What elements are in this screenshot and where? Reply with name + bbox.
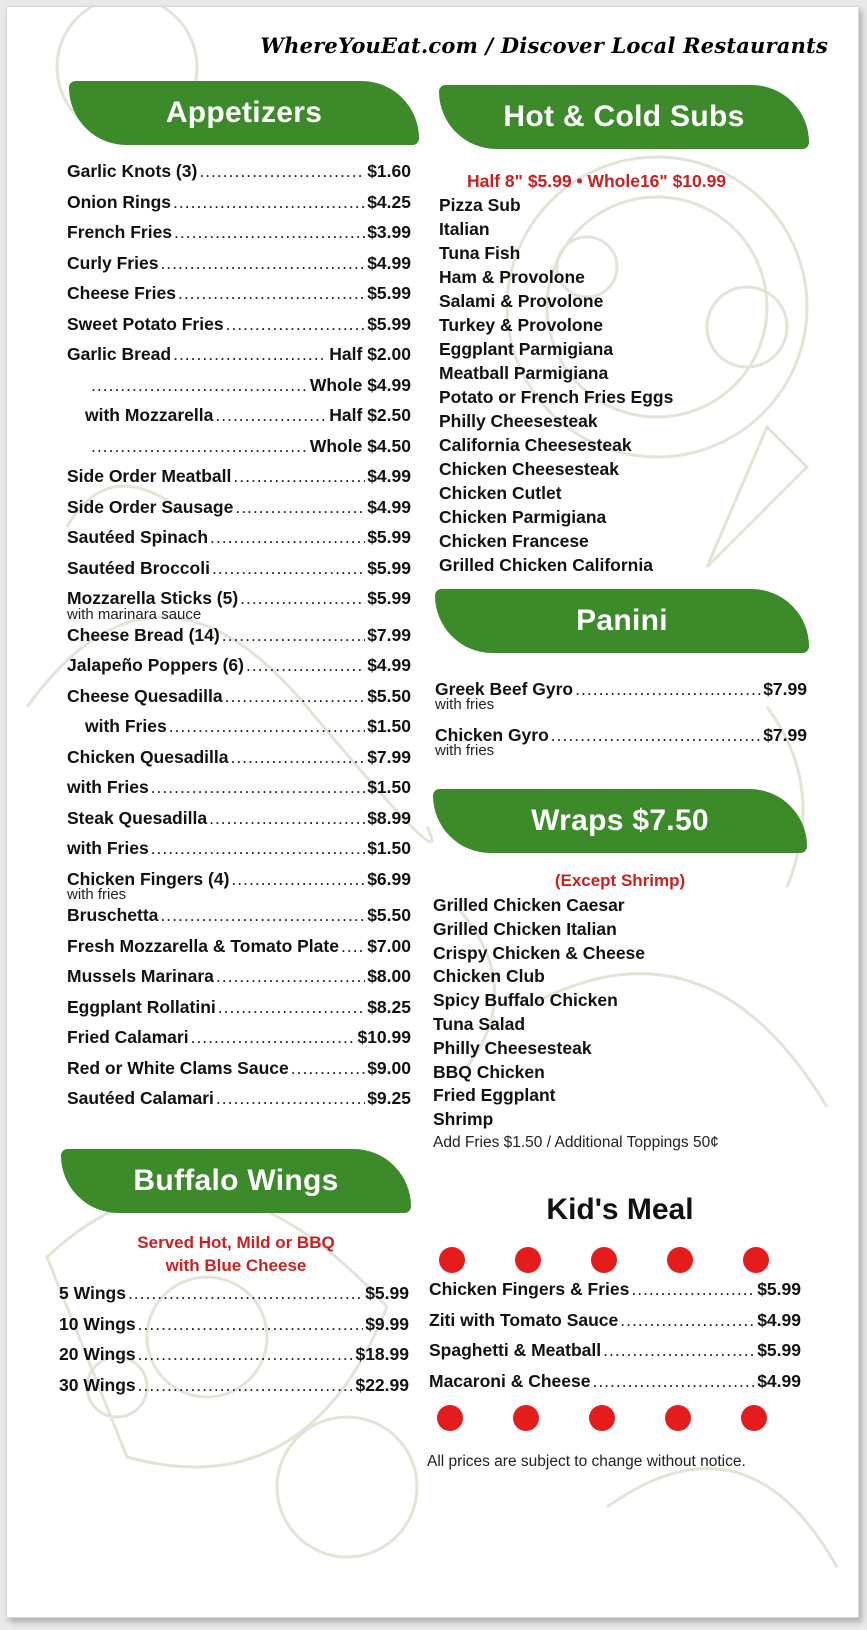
menu-item-row (67, 558, 411, 589)
menu-item-price: $1.50 (367, 777, 411, 797)
menu-item-price: $8.00 (367, 966, 411, 986)
menu-item-name: Chicken Francese (439, 531, 589, 551)
menu-item-price: Whole $4.50 (309, 435, 411, 456)
dot-leader (151, 838, 366, 859)
menu-item-price: $7.99 (367, 746, 411, 767)
panini-banner: Panini (435, 589, 809, 653)
menu-item-name: California Cheesesteak (439, 435, 632, 455)
menu-item-row (67, 686, 411, 717)
menu-item-name: Pizza Sub (439, 195, 521, 215)
buffalo-wings-list (59, 1283, 409, 1405)
menu-item-price: $9.99 (365, 1313, 409, 1334)
menu-item-row (67, 222, 411, 253)
menu-item-price: $8.25 (367, 996, 411, 1017)
menu-item-price: $7.00 (367, 935, 411, 956)
dot-leader (230, 747, 365, 768)
menu-item-row (429, 1310, 801, 1341)
dot-leader (209, 808, 365, 829)
menu-item-price: $7.99 (367, 624, 411, 645)
menu-item-row (59, 1375, 409, 1406)
dot-leader (592, 1371, 755, 1392)
menu-item-price: Half $2.50 (329, 405, 411, 425)
dot-leader (212, 558, 365, 579)
appetizers-banner: Appetizers (69, 81, 419, 145)
dot-leader (240, 588, 365, 609)
menu-item-name: with Fries (67, 777, 149, 797)
menu-item-row (67, 838, 411, 869)
menu-item-row (67, 405, 411, 436)
menu-item-name: Grilled Chicken California (439, 555, 653, 575)
dot-leader (231, 869, 365, 890)
red-dot-decoration (591, 1247, 617, 1273)
buffalo-wings-subtitle (61, 1231, 411, 1277)
menu-item-price: $1.60 (367, 161, 411, 181)
price-disclaimer: All prices are subject to change without notice. (427, 1453, 746, 1470)
dot-leader (215, 405, 327, 426)
menu-item-name: Garlic Bread (67, 344, 172, 364)
menu-item-price: $6.99 (367, 868, 411, 889)
menu-item-row (67, 344, 411, 375)
menu-item-row (67, 808, 411, 839)
dot-leader (246, 655, 365, 676)
menu-item-name: 5 Wings (59, 1283, 126, 1303)
menu-item-name: Tuna Salad (433, 1013, 526, 1034)
dot-leader (138, 1314, 364, 1335)
menu-item-name: 10 Wings (59, 1313, 136, 1334)
menu-item-row (67, 966, 411, 997)
dot-leader (631, 1279, 755, 1300)
menu-item-row (67, 497, 411, 528)
dot-leader (173, 192, 365, 213)
menu-item-name: Salami & Provolone (439, 291, 604, 311)
menu-item-row (67, 314, 411, 345)
menu-item-name: Sautéed Broccoli (67, 557, 210, 578)
menu-item-price: $4.99 (367, 466, 411, 486)
menu-item-name: with Fries (67, 838, 149, 858)
dot-leader (169, 716, 366, 737)
menu-item-price: $1.50 (367, 716, 411, 736)
dot-leader (551, 725, 761, 746)
menu-item-row (67, 527, 411, 558)
menu-page (6, 6, 859, 1618)
red-dot-decoration (589, 1405, 615, 1431)
dot-leader (210, 527, 365, 548)
menu-item-name: Philly Cheesesteak (439, 411, 598, 431)
menu-item-name: Spicy Buffalo Chicken (433, 990, 618, 1011)
menu-item-row (429, 1279, 801, 1310)
menu-item-name: Mozzarella Sticks (5) (67, 588, 239, 608)
menu-item-name: Grilled Chicken Caesar (433, 895, 625, 915)
menu-item-row (67, 1058, 411, 1089)
menu-item-row (59, 1314, 409, 1345)
menu-item-name: Chicken Cheesesteak (439, 459, 619, 479)
menu-item-name: Eggplant Parmigiana (439, 339, 614, 359)
dot-leader (216, 966, 365, 987)
menu-item-row (67, 905, 411, 936)
menu-item-price: $5.99 (757, 1279, 801, 1299)
menu-item-name: 20 Wings (59, 1344, 136, 1364)
dot-leader (341, 936, 365, 957)
menu-item-name: Ham & Provolone (439, 267, 585, 287)
menu-item-name: Chicken Club (433, 966, 545, 987)
menu-item-name: Sweet Potato Fries (67, 313, 224, 334)
dot-leader (91, 436, 308, 457)
menu-item-row (67, 253, 411, 284)
dot-leader (575, 679, 761, 700)
menu-item-price: $5.99 (365, 1283, 409, 1303)
menu-item-name: with Fries (85, 716, 167, 736)
menu-item-price: $1.50 (367, 838, 411, 858)
menu-item-name: Sautéed Calamari (67, 1088, 214, 1108)
dot-leader (151, 777, 366, 798)
menu-item-name: Steak Quesadilla (67, 807, 208, 828)
menu-item-note: with marinara sauce (67, 605, 202, 623)
menu-item-price: $18.99 (355, 1344, 409, 1364)
menu-item-price: $9.25 (367, 1088, 411, 1108)
menu-item-name: Chicken Parmigiana (439, 507, 607, 527)
menu-item-name: French Fries (67, 222, 173, 242)
menu-item-name: Meatball Parmigiana (439, 363, 609, 383)
dot-leader (291, 1058, 365, 1079)
menu-item-price: $4.99 (757, 1370, 801, 1391)
dot-leader (178, 283, 365, 304)
buffalo-wings-subtitle-line2: with Blue Cheese (165, 1256, 307, 1275)
menu-item-row (429, 1371, 801, 1402)
dot-leader (222, 625, 365, 646)
menu-item-price: $3.99 (367, 222, 411, 242)
dot-leader (226, 314, 366, 335)
menu-item-price: $5.99 (367, 283, 411, 303)
menu-item-note: with fries (435, 742, 495, 759)
dot-leader (218, 997, 365, 1018)
dot-leader (138, 1344, 354, 1365)
menu-item-name: 30 Wings (59, 1374, 136, 1395)
menu-item-name: Fresh Mozzarella & Tomato Plate (67, 935, 339, 956)
menu-item-row (67, 936, 411, 967)
menu-item-name: Chicken Fingers (4) (67, 868, 230, 889)
kids-meal-title: Kid's Meal (546, 1193, 694, 1226)
menu-item-name: Side Order Meatball (67, 466, 232, 486)
menu-item-row (67, 436, 411, 467)
dot-leader (138, 1375, 354, 1396)
menu-item-price: $5.99 (367, 527, 411, 547)
dot-leader (233, 466, 365, 487)
kids-meal-dots-top (439, 1247, 769, 1273)
subs-pricing: Half 8" $5.99 • Whole16" $10.99 (467, 171, 727, 191)
menu-item-name: Turkey & Provolone (439, 315, 604, 335)
menu-item-name: Cheese Fries (67, 283, 176, 303)
menu-item-name: Fried Eggplant (433, 1085, 556, 1106)
menu-item-price: $7.99 (763, 679, 807, 699)
dot-leader (160, 905, 365, 926)
dot-leader (173, 344, 327, 365)
menu-item-row (59, 1283, 409, 1314)
menu-item-note: with fries (435, 696, 495, 713)
menu-item-price: Half $2.00 (329, 344, 411, 364)
subs-banner: Hot & Cold Subs (439, 85, 809, 149)
red-dot-decoration (513, 1405, 539, 1431)
dot-leader (128, 1283, 363, 1304)
menu-item-name: Chicken Cutlet (439, 483, 562, 503)
menu-item-row (67, 997, 411, 1028)
appetizers-list (67, 161, 411, 1119)
menu-item-name: Garlic Knots (3) (67, 161, 198, 181)
dot-leader (225, 686, 366, 707)
menu-item-price: $4.99 (367, 655, 411, 675)
menu-item-name: Potato or French Fries Eggs (439, 387, 674, 407)
menu-item-row (67, 655, 411, 686)
menu-item-price: $22.99 (355, 1374, 409, 1395)
menu-item-name: Red or White Clams Sauce (67, 1057, 289, 1078)
menu-item-row (67, 1027, 411, 1058)
dot-leader (216, 1088, 365, 1109)
dot-leader (199, 161, 365, 182)
menu-item-name: Chicken Gyro (435, 725, 549, 745)
menu-item-name: Bruschetta (67, 905, 159, 925)
menu-item-price: $5.99 (367, 557, 411, 578)
dot-leader (91, 375, 308, 396)
menu-item-name: Mussels Marinara (67, 966, 214, 986)
menu-item-row (67, 1088, 411, 1119)
menu-item-name: Tuna Fish (439, 243, 521, 263)
menu-item-price: $5.99 (367, 313, 411, 334)
dot-leader (603, 1340, 755, 1361)
menu-item-price: Whole $4.99 (309, 374, 411, 395)
menu-item-row (67, 375, 411, 406)
menu-item-name: Sautéed Spinach (67, 527, 209, 547)
menu-item-row (67, 192, 411, 223)
menu-item-row (67, 625, 411, 656)
menu-item-row (67, 283, 411, 314)
menu-item-price: $4.99 (757, 1309, 801, 1330)
menu-item-name: Chicken Fingers & Fries (429, 1279, 630, 1299)
menu-item-row (59, 1344, 409, 1375)
red-dot-decoration (741, 1405, 767, 1431)
menu-item-name: Onion Rings (67, 191, 172, 212)
buffalo-wings-banner: Buffalo Wings (61, 1149, 411, 1213)
menu-item-name: Shrimp (433, 1109, 494, 1130)
menu-item-price: $5.99 (757, 1340, 801, 1360)
menu-item-price: $9.00 (367, 1057, 411, 1078)
red-dot-decoration (515, 1247, 541, 1273)
menu-item-price: $5.50 (367, 905, 411, 925)
menu-item-name: Side Order Sausage (67, 496, 234, 517)
menu-item-name: Eggplant Rollatini (67, 996, 216, 1017)
menu-item-name: Chicken Quesadilla (67, 746, 229, 767)
menu-item-note: with fries (67, 886, 127, 903)
menu-item-price: $4.25 (367, 191, 411, 212)
dot-leader (174, 222, 365, 243)
menu-item-price: $7.99 (763, 725, 807, 745)
menu-item-name: Macaroni & Cheese (429, 1370, 591, 1391)
kids-meal-dots-bottom (437, 1405, 767, 1431)
dot-leader (620, 1310, 755, 1331)
menu-item-name: with Mozzarella (85, 405, 214, 425)
wraps-footer: Add Fries $1.50 / Additional Toppings 50¢ (433, 1134, 719, 1151)
menu-item-row (67, 777, 411, 808)
menu-item-price: $4.99 (367, 496, 411, 517)
menu-item-row (67, 716, 411, 747)
wraps-list (433, 895, 807, 1133)
menu-item-price: $10.99 (357, 1027, 411, 1047)
menu-item-price: $5.50 (367, 685, 411, 706)
menu-item-name: BBQ Chicken (433, 1061, 545, 1082)
menu-item-name: Ziti with Tomato Sauce (429, 1309, 619, 1330)
site-header: WhereYouEat.com / Discover Local Restaurants (260, 33, 828, 58)
menu-item-row (67, 466, 411, 497)
menu-item-row (67, 747, 411, 778)
menu-item-name: Curly Fries (67, 252, 159, 273)
wraps-subtitle: (Except Shrimp) (554, 871, 686, 890)
wraps-banner: Wraps $7.50 (433, 789, 807, 853)
menu-item-name: Greek Beef Gyro (435, 679, 574, 699)
menu-item-row (429, 1340, 801, 1371)
menu-item-name: Grilled Chicken Italian (433, 918, 617, 939)
red-dot-decoration (437, 1405, 463, 1431)
red-dot-decoration (667, 1247, 693, 1273)
red-dot-decoration (439, 1247, 465, 1273)
menu-item-name: Fried Calamari (67, 1027, 189, 1047)
panini-list (435, 679, 807, 771)
menu-item-name: Cheese Bread (14) (67, 624, 220, 645)
red-dot-decoration (743, 1247, 769, 1273)
menu-item-name: Philly Cheesesteak (433, 1037, 592, 1058)
menu-item-price: $5.99 (367, 588, 411, 608)
menu-item-row (67, 161, 411, 192)
menu-item-name: Cheese Quesadilla (67, 685, 223, 706)
red-dot-decoration (665, 1405, 691, 1431)
menu-item-name: Spaghetti & Meatball (429, 1340, 602, 1360)
dot-leader (191, 1027, 356, 1048)
buffalo-wings-subtitle-line1: Served Hot, Mild or BBQ (137, 1233, 335, 1252)
dot-leader (160, 253, 365, 274)
menu-item-name: Jalapeño Poppers (6) (67, 655, 244, 675)
menu-item-name: Italian (439, 219, 490, 239)
dot-leader (235, 497, 365, 518)
subs-list (439, 195, 799, 579)
kids-meal-list (429, 1279, 801, 1401)
menu-item-name: Crispy Chicken & Cheese (433, 942, 646, 963)
menu-item-price: $8.99 (367, 807, 411, 828)
menu-item-price: $4.99 (367, 252, 411, 273)
